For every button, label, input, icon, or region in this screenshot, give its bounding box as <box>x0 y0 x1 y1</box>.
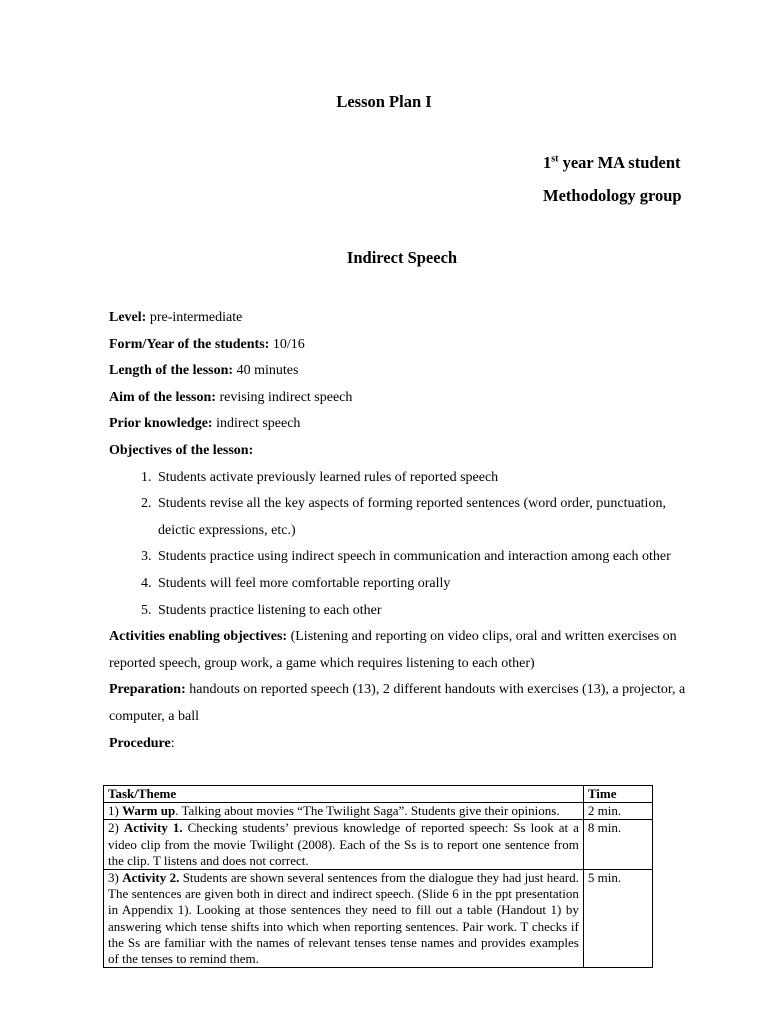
enabling-objectives-line <box>109 624 699 677</box>
time-cell: 8 min. <box>583 820 652 870</box>
form-label: Form/Year of the students: <box>109 336 270 352</box>
prior-knowledge-value: indirect speech <box>212 416 301 432</box>
form-line <box>109 332 699 359</box>
list-item: 4. Students will feel more comfortable reporting orally <box>155 571 699 598</box>
length-line <box>109 358 699 385</box>
length-label: Length of the lesson: <box>109 363 234 379</box>
objectives-label: Objectives of the lesson: <box>109 442 254 458</box>
task-description: Checking students’ previous knowledge of reported speech: Ss look at a video clip from the movie Twilight (2008). Each of the Ss is to report one sentence from the clip. T listens and does not correct. <box>108 820 579 868</box>
task-description: Students are shown several sentences from the dialogue they had just heard. The sentences are given both in direct and indirect speech. (Slide 6 in the ppt presentation in Appendix 1). Looking at those sentences they need to fill out a table (Handout 1) by answering which tense shifts into which when reporting sentences. Pair work. T checks if the Ss are familiar with the names of relevant tenses tense names and provides examples of the tenses to remind them. <box>108 870 579 967</box>
task-title: Warm up <box>122 803 176 819</box>
preparation-label: Preparation: <box>109 682 186 698</box>
procedure-colon: : <box>170 735 175 751</box>
task-cell <box>104 870 584 968</box>
table-row <box>104 803 653 820</box>
aim-value: revising indirect speech <box>215 389 353 405</box>
list-item: 2. Students revise all the key aspects of forming reported sentences (word order, punctuation, deictic expressions, etc.) <box>155 491 699 544</box>
objectives-list <box>109 465 699 625</box>
task-number: 1) <box>108 803 123 819</box>
prior-knowledge-label: Prior knowledge: <box>109 416 213 432</box>
author-year-text: year MA student <box>558 153 681 172</box>
level-label: Level: <box>109 310 147 325</box>
lesson-details <box>109 305 699 757</box>
prior-knowledge-line <box>109 411 699 438</box>
time-cell: 5 min. <box>583 870 652 968</box>
procedure-table <box>103 785 653 968</box>
level-value: pre-intermediate <box>146 310 243 325</box>
table-row <box>104 820 653 870</box>
aim-line <box>109 385 699 412</box>
list-item: 5. Students practice listening to each other <box>155 598 699 625</box>
aim-label: Aim of the lesson: <box>109 389 216 405</box>
author-year-number: 1 <box>543 153 552 172</box>
enabling-objectives-label: Activities enabling objectives: <box>109 629 288 645</box>
task-cell <box>104 820 584 870</box>
header-time: Time <box>583 786 652 803</box>
length-value: 40 minutes <box>233 363 299 379</box>
task-number: 3) <box>108 870 123 886</box>
enabling-objectives-value: (Listening and reporting on video clips, oral and written exercises on reported speech, group work, a game which requires listening to each other) <box>109 629 677 671</box>
time-cell: 2 min. <box>583 803 652 820</box>
form-value: 10/16 <box>269 336 305 352</box>
author-line-year <box>543 153 681 173</box>
list-item: 3. Students practice using indirect speech in communication and interaction among each other <box>155 544 699 571</box>
task-number: 2) <box>108 820 124 836</box>
author-year-suffix: st <box>551 153 559 165</box>
task-title: Activity 1. <box>123 820 183 836</box>
preparation-value: handouts on reported speech (13), 2 different handouts with exercises (13), a projector, a computer, a ball <box>109 682 686 724</box>
table-row <box>104 870 653 968</box>
header-task: Task/Theme <box>104 786 584 803</box>
author-line-group: Methodology group <box>543 186 682 205</box>
objectives-heading <box>109 438 699 465</box>
task-title: Activity 2. <box>122 870 180 886</box>
level-line <box>109 305 699 332</box>
task-description: . Talking about movies “The Twilight Saga”. Students give their opinions. <box>175 803 560 819</box>
table-header-row <box>104 786 653 803</box>
procedure-heading <box>109 731 699 758</box>
list-item: 1. Students activate previously learned rules of reported speech <box>155 465 699 492</box>
task-cell <box>104 803 584 820</box>
document-title: Lesson Plan I <box>336 92 432 111</box>
procedure-label: Procedure <box>109 735 171 751</box>
preparation-line <box>109 677 699 730</box>
lesson-topic: Indirect Speech <box>346 248 458 267</box>
